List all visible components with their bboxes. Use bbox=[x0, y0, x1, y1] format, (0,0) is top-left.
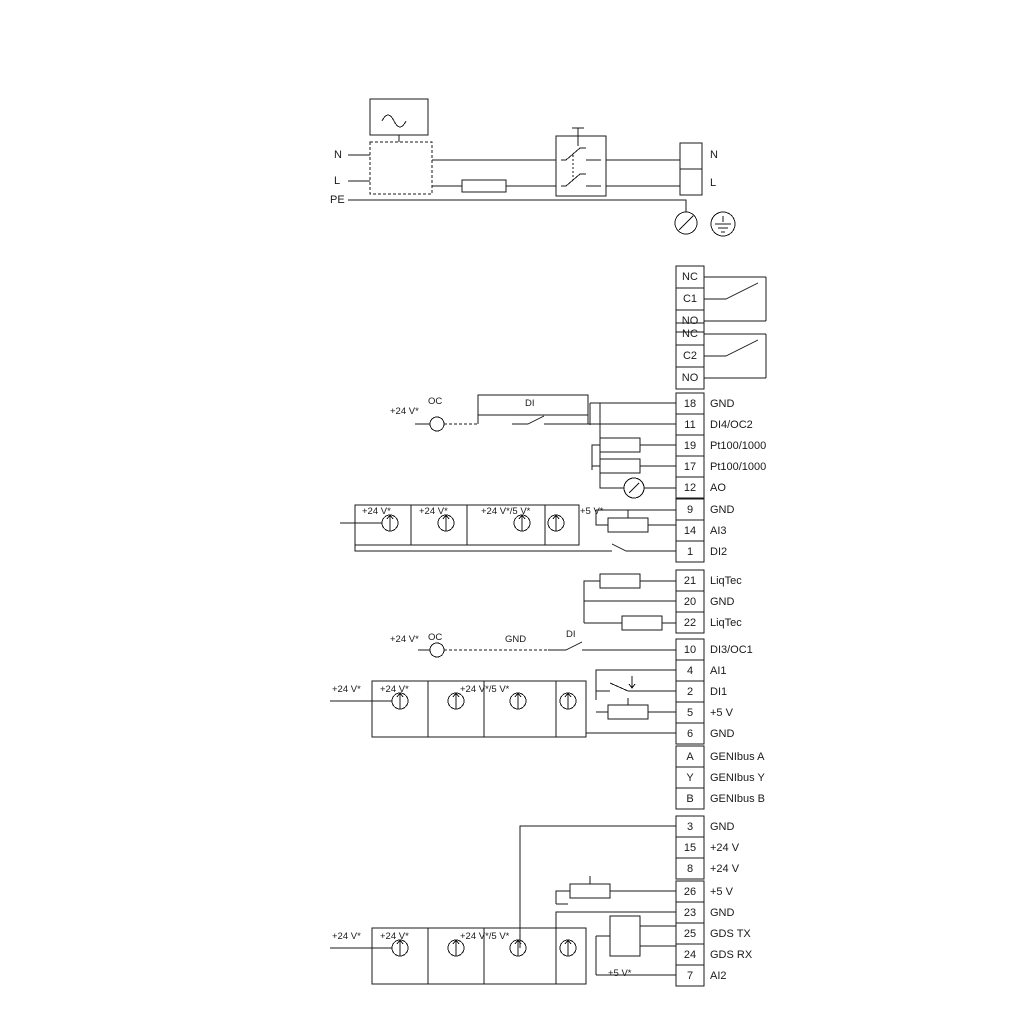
terminal-number-7: 7 bbox=[686, 970, 694, 982]
terminal-number-2: 2 bbox=[686, 686, 694, 698]
terminal-number-26: 26 bbox=[683, 886, 697, 898]
mains-n-label: N bbox=[334, 149, 342, 161]
terminal-name-12: AO bbox=[710, 482, 726, 494]
terminal-name-6: GND bbox=[710, 728, 735, 740]
terminal-number-17: 17 bbox=[683, 461, 697, 473]
terminal-name-25: GDS TX bbox=[710, 928, 751, 940]
output-n-label: N bbox=[710, 149, 718, 161]
terminal-name-26: +5 V bbox=[710, 886, 733, 898]
terminal-number-4: 4 bbox=[686, 665, 694, 677]
terminal-number-20: 20 bbox=[683, 596, 697, 608]
terminal-name-22: LiqTec bbox=[710, 617, 742, 629]
terminal-number-8: 8 bbox=[686, 863, 694, 875]
relay1-terminal-nc: NC bbox=[682, 271, 698, 283]
annotation-a16: +24 V* bbox=[380, 931, 409, 942]
terminal-name-19: Pt100/1000 bbox=[710, 440, 767, 452]
terminal-number-3: 3 bbox=[686, 821, 694, 833]
terminal-name-24: GDS RX bbox=[710, 949, 753, 961]
annotation-a9: OC bbox=[428, 632, 443, 643]
annotation-a14: +24 V*/5 V* bbox=[460, 684, 510, 695]
annotation-a10: GND bbox=[505, 634, 527, 645]
terminal-name-23: GND bbox=[710, 907, 735, 919]
relay2-terminal-c2: C2 bbox=[682, 350, 698, 362]
terminal-name-18: GND bbox=[710, 398, 735, 410]
output-l-label: L bbox=[710, 177, 717, 189]
terminal-name-2: DI1 bbox=[710, 686, 728, 698]
terminal-name-11: DI4/OC2 bbox=[710, 419, 753, 431]
annotation-a13: +24 V* bbox=[380, 684, 409, 695]
terminal-name-9: GND bbox=[710, 504, 735, 516]
relay2-terminal-nc: NC bbox=[682, 328, 698, 340]
annotation-a2: OC bbox=[428, 396, 443, 407]
terminal-name-8: +24 V bbox=[710, 863, 740, 875]
terminal-number-11: 11 bbox=[684, 419, 696, 431]
terminal-name-4: AI1 bbox=[710, 665, 727, 677]
terminal-number-25: 25 bbox=[683, 928, 697, 940]
terminal-number-21: 21 bbox=[683, 575, 697, 587]
terminal-number-5: 5 bbox=[686, 707, 694, 719]
annotation-a17: +24 V*/5 V* bbox=[460, 931, 510, 942]
terminal-number-14: 14 bbox=[683, 525, 697, 537]
annotation-a6: +24 V*/5 V* bbox=[481, 506, 531, 517]
terminal-number-22: 22 bbox=[683, 617, 697, 629]
terminal-number-9: 9 bbox=[686, 504, 694, 516]
annotation-a12: +24 V* bbox=[332, 684, 361, 695]
terminal-name-14: AI3 bbox=[710, 525, 727, 537]
annotation-a8: +24 V* bbox=[390, 634, 419, 645]
annotation-a18: +5 V* bbox=[608, 968, 632, 979]
terminal-number-12: 12 bbox=[683, 482, 697, 494]
terminal-name-y: GENIbus Y bbox=[710, 772, 765, 784]
terminal-number-24: 24 bbox=[683, 949, 697, 961]
relay1-terminal-no: NO bbox=[681, 315, 699, 327]
mains-l-label: L bbox=[334, 175, 341, 187]
terminal-name-1: DI2 bbox=[710, 546, 728, 558]
terminal-name-b: GENIbus B bbox=[710, 793, 766, 805]
annotation-a7: +5 V* bbox=[580, 506, 604, 517]
terminal-name-7: AI2 bbox=[710, 970, 727, 982]
relay1-terminal-c1: C1 bbox=[682, 293, 698, 305]
terminal-number-y: Y bbox=[686, 772, 694, 784]
annotation-a4: +24 V* bbox=[362, 506, 391, 517]
annotation-a15: +24 V* bbox=[332, 931, 361, 942]
terminal-name-5: +5 V bbox=[710, 707, 733, 719]
terminal-number-10: 10 bbox=[683, 644, 697, 656]
terminal-number-18: 18 bbox=[683, 398, 697, 410]
terminal-name-3: GND bbox=[710, 821, 735, 833]
relay2-terminal-no: NO bbox=[681, 372, 699, 384]
terminal-name-17: Pt100/1000 bbox=[710, 461, 767, 473]
terminal-number-a: A bbox=[686, 751, 694, 763]
terminal-name-10: DI3/OC1 bbox=[710, 644, 753, 656]
mains-pe-label: PE bbox=[330, 194, 345, 206]
annotation-a5: +24 V* bbox=[419, 506, 448, 517]
terminal-number-1: 1 bbox=[686, 546, 694, 558]
terminal-number-b: B bbox=[686, 793, 694, 805]
annotation-a11: DI bbox=[566, 629, 576, 640]
terminal-name-15: +24 V bbox=[710, 842, 740, 854]
terminal-name-20: GND bbox=[710, 596, 735, 608]
terminal-number-23: 23 bbox=[683, 907, 697, 919]
terminal-name-a: GENIbus A bbox=[710, 751, 765, 763]
terminal-number-19: 19 bbox=[683, 440, 697, 452]
terminal-number-6: 6 bbox=[686, 728, 694, 740]
terminal-number-15: 15 bbox=[683, 842, 697, 854]
terminal-name-21: LiqTec bbox=[710, 575, 742, 587]
annotation-a3: DI bbox=[525, 398, 535, 409]
annotation-a1: +24 V* bbox=[390, 406, 419, 417]
